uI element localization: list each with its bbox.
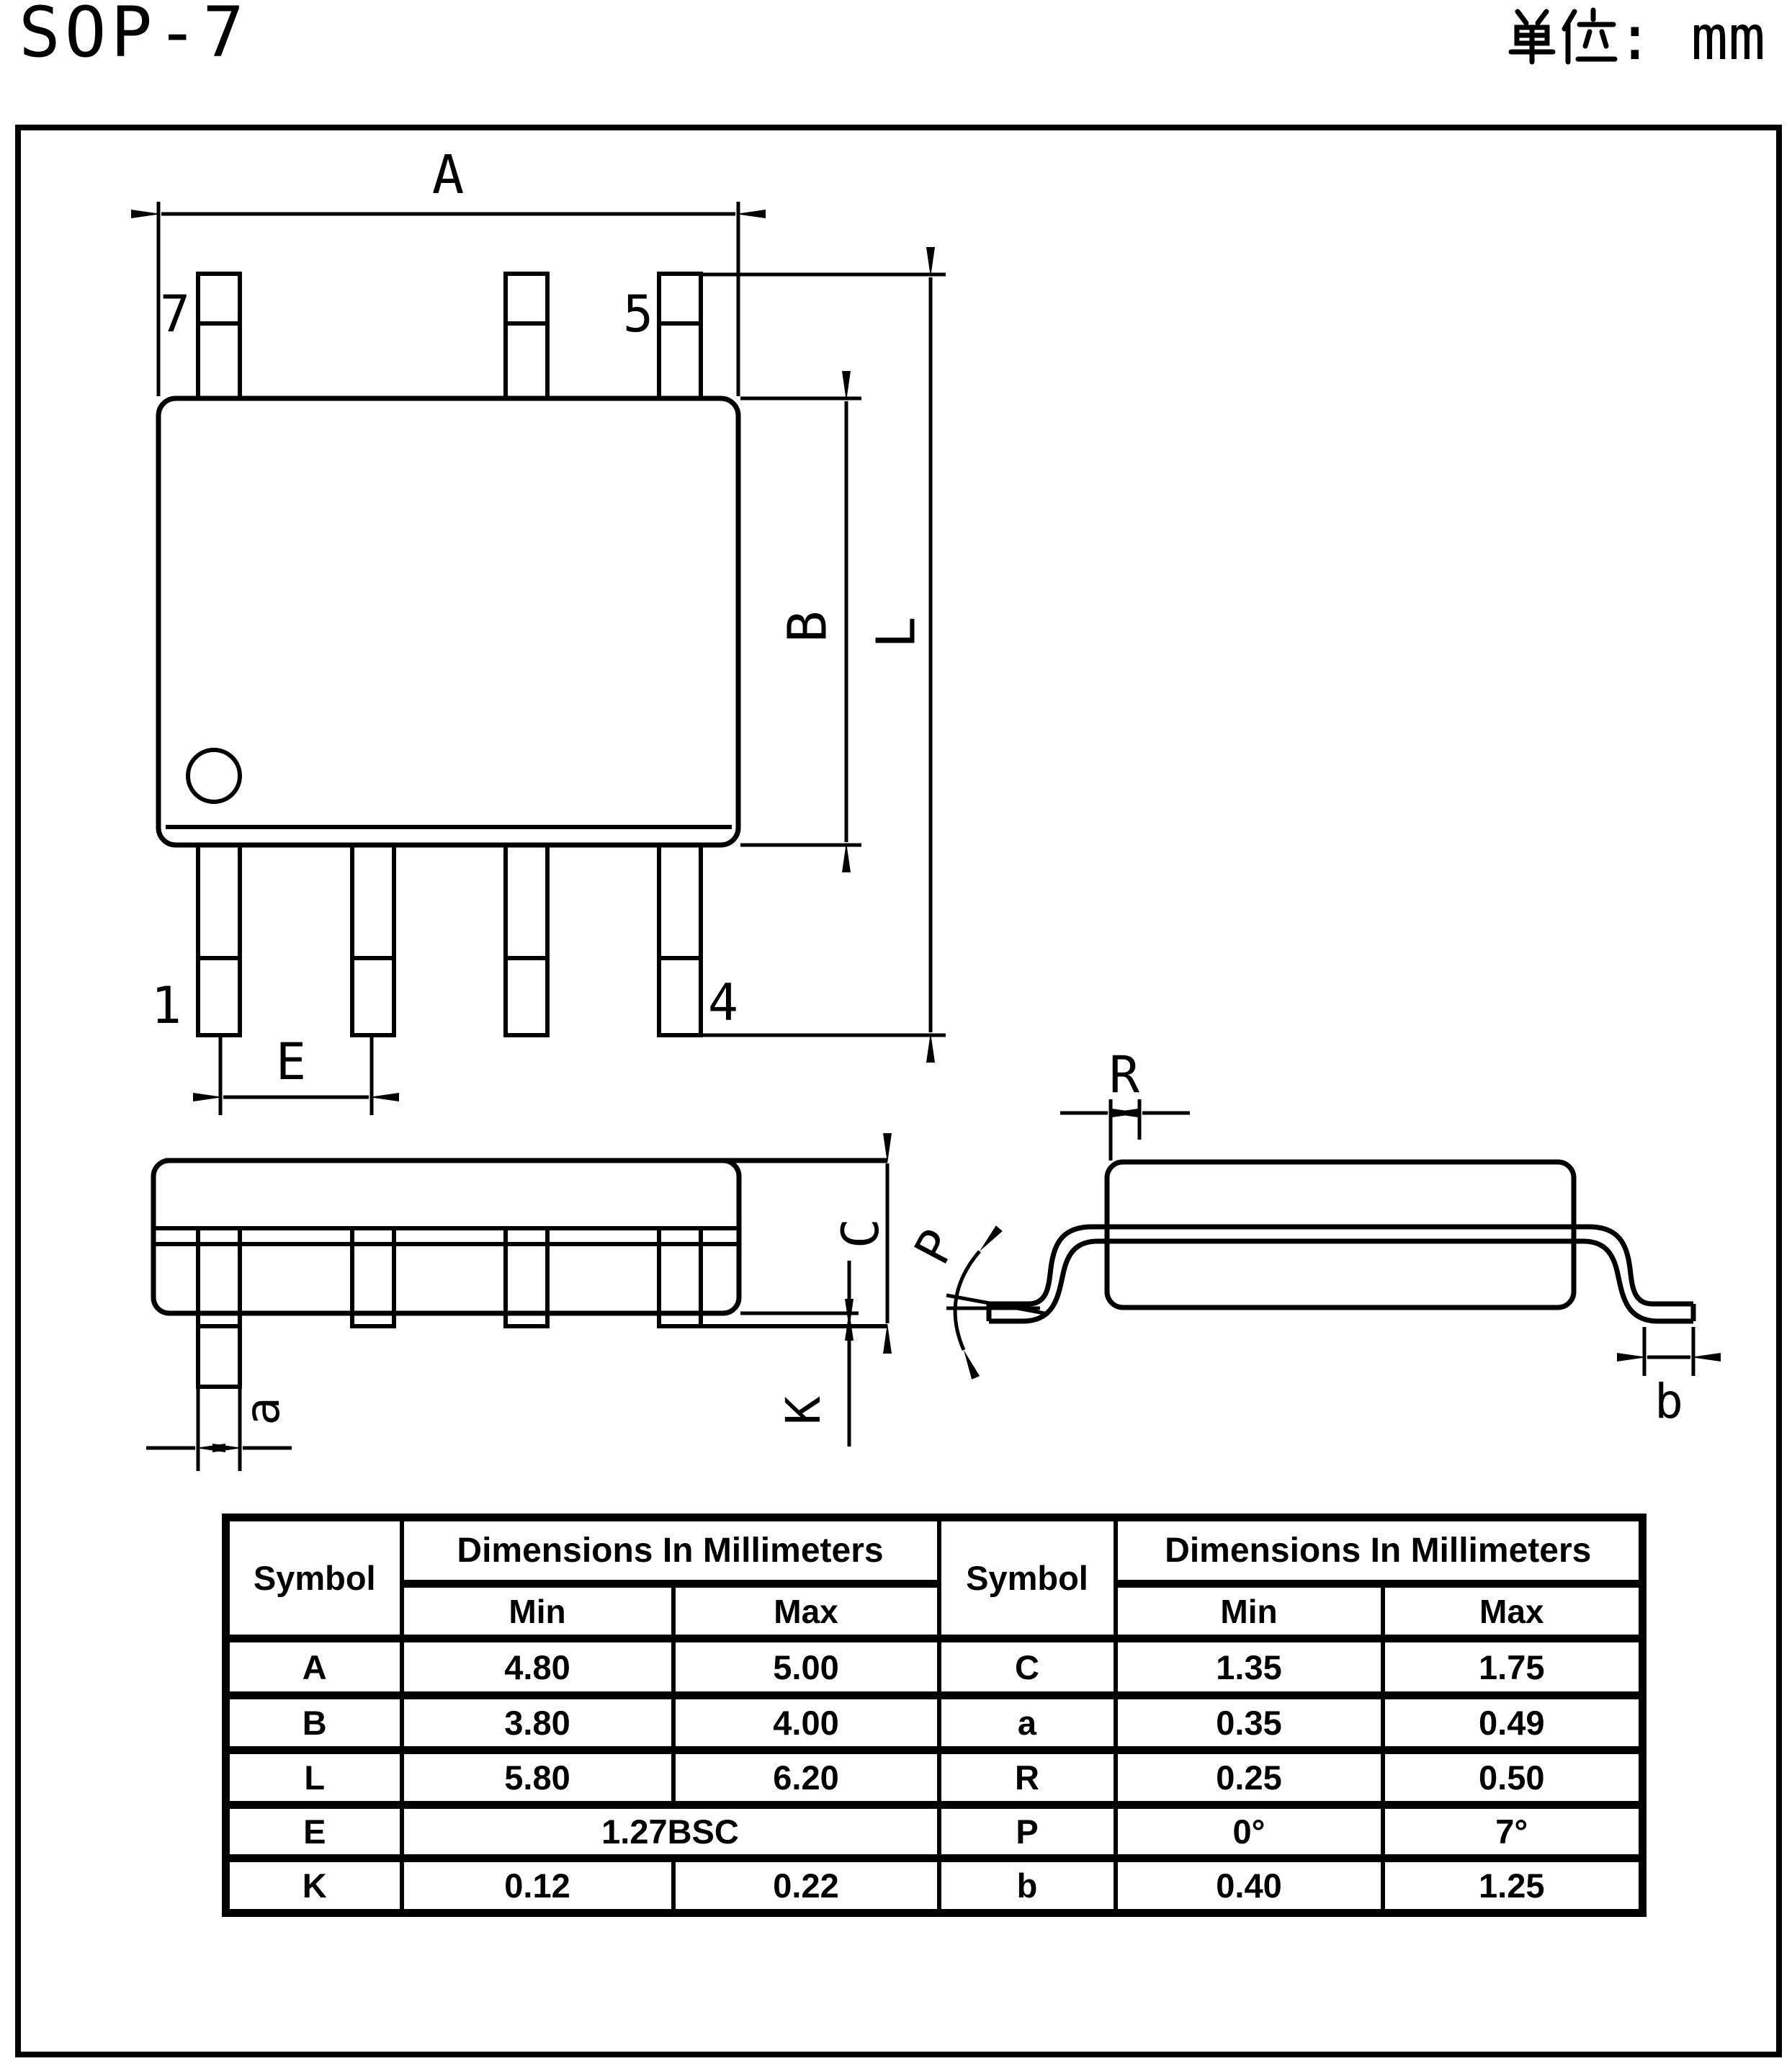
- table-row: [226, 1751, 1643, 1805]
- pin-number-1: 1: [151, 976, 182, 1035]
- cell-symbol: C: [939, 1639, 1116, 1696]
- unit-hanzi-wei: [1564, 10, 1615, 62]
- cell-min: 5.80: [402, 1751, 673, 1805]
- unit-suffix: : mm: [1616, 2, 1766, 74]
- pin-number-4: 4: [707, 973, 739, 1032]
- pin-number-5: 5: [622, 285, 654, 344]
- cell-symbol: b: [939, 1859, 1116, 1913]
- cell-max: 4.00: [673, 1696, 939, 1751]
- dim-label-K: K: [776, 1396, 832, 1425]
- cell-min: 0.12: [402, 1859, 673, 1913]
- unit-hanzi-dan: [1511, 12, 1553, 62]
- cell-span-value: 1.27BSC: [402, 1805, 939, 1859]
- cell-symbol: L: [226, 1751, 402, 1805]
- cell-min: 4.80: [402, 1639, 673, 1696]
- header-symbol-right: Symbol: [939, 1518, 1116, 1639]
- table-row: [226, 1639, 1643, 1696]
- header-symbol-left: Symbol: [226, 1518, 402, 1639]
- dim-label-E: E: [275, 1032, 307, 1091]
- dim-label-R: R: [1108, 1045, 1140, 1104]
- cell-symbol: K: [226, 1859, 402, 1913]
- table-row: [226, 1805, 1643, 1859]
- table-row: [226, 1859, 1643, 1913]
- cell-symbol: A: [226, 1639, 402, 1696]
- pin1-marker-circle: [188, 750, 240, 802]
- cell-symbol: B: [226, 1696, 402, 1751]
- cell-min: 3.80: [402, 1696, 673, 1751]
- cell-min: 0.40: [1116, 1859, 1383, 1913]
- header-max-left: Max: [673, 1584, 939, 1639]
- dim-label-L: L: [865, 616, 928, 649]
- cell-min: 0.25: [1116, 1751, 1383, 1805]
- bottom-pins: [198, 845, 701, 1035]
- header-min-left: Min: [402, 1584, 673, 1639]
- dim-R: [1060, 1099, 1190, 1161]
- page-title: SOP-7: [19, 0, 248, 73]
- unit-label: [1511, 10, 1615, 62]
- dim-label-A: A: [431, 144, 465, 206]
- cell-symbol: E: [226, 1805, 402, 1859]
- dim-label-P: P: [904, 1220, 969, 1274]
- cell-max: 5.00: [673, 1639, 939, 1696]
- cell-symbol: R: [939, 1751, 1116, 1805]
- header-dims-left: Dimensions In Millimeters: [402, 1518, 939, 1584]
- cell-min: 0°: [1116, 1805, 1383, 1859]
- dim-label-a: a: [235, 1397, 291, 1426]
- pin-number-7: 7: [159, 285, 191, 344]
- top-view: [158, 202, 946, 1115]
- dim-label-b: b: [1654, 1374, 1683, 1429]
- package-body-top-view: [158, 398, 738, 845]
- front-pins: [198, 1228, 701, 1387]
- cell-max: 7°: [1383, 1805, 1643, 1859]
- side-view: [946, 1099, 1693, 1376]
- header-dims-right: Dimensions In Millimeters: [1116, 1518, 1643, 1584]
- cell-max: 1.25: [1383, 1859, 1643, 1913]
- header-max-right: Max: [1383, 1584, 1643, 1639]
- cell-symbol: P: [939, 1805, 1116, 1859]
- cell-max: 6.20: [673, 1751, 939, 1805]
- package-body-side-view: [1107, 1162, 1574, 1307]
- cell-min: 1.35: [1116, 1639, 1383, 1696]
- dim-label-B: B: [776, 610, 839, 643]
- cell-max: 0.50: [1383, 1751, 1643, 1805]
- header-min-right: Min: [1116, 1584, 1383, 1639]
- dim-label-C: C: [831, 1217, 891, 1249]
- table-row: [226, 1696, 1643, 1751]
- dimensions-table: [222, 1514, 1647, 1917]
- cell-max: 1.75: [1383, 1639, 1643, 1696]
- dim-b: [1644, 1327, 1693, 1376]
- cell-min: 0.35: [1116, 1696, 1383, 1751]
- cell-symbol: a: [939, 1696, 1116, 1751]
- cell-max: 0.49: [1383, 1696, 1643, 1751]
- dim-P: [946, 1251, 1044, 1350]
- cell-max: 0.22: [673, 1859, 939, 1913]
